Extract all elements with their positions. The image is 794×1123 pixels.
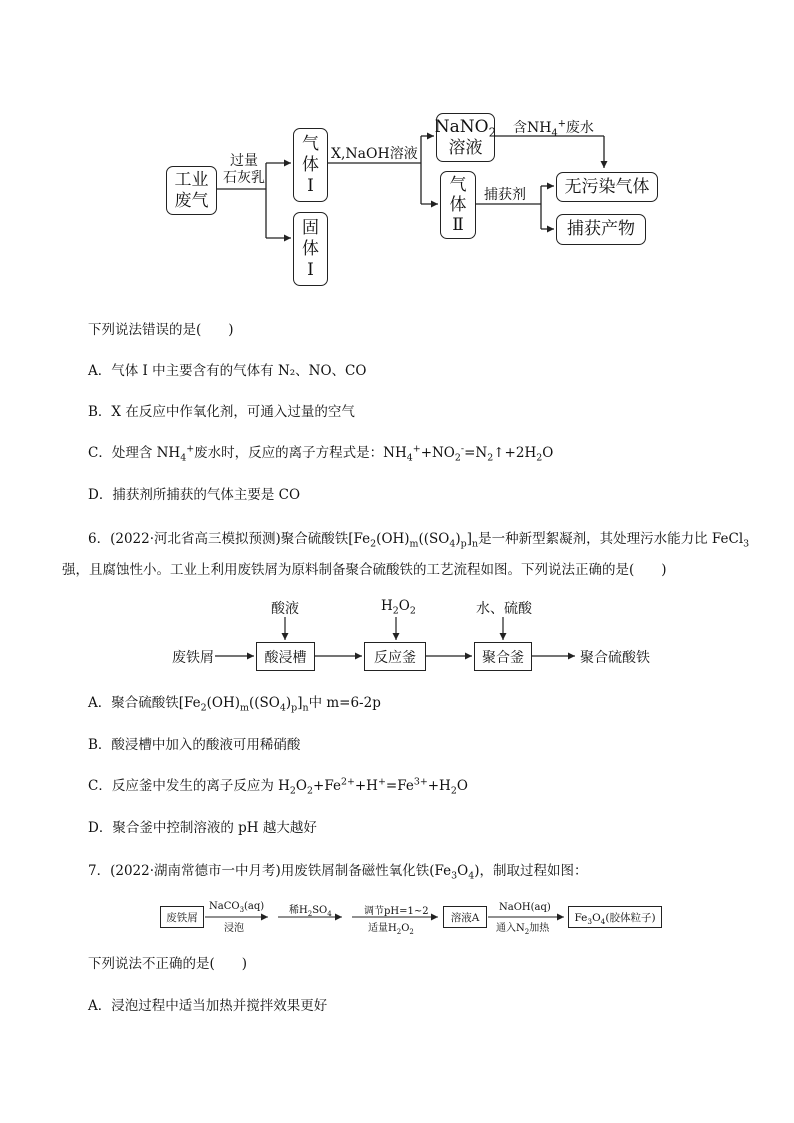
- waste-gas-line2: 废气: [174, 190, 209, 211]
- nh4-wastewater-label: 含$NH_4^+$废水: [513, 118, 594, 139]
- q7-flow-step3-bottom: 适量$H_2O_2$: [368, 923, 414, 936]
- q7-flow-step3-top: 调节pH=1~2: [364, 906, 429, 917]
- q7-flow-step1-top: NaCO$_3$(aq): [209, 901, 265, 914]
- waste-gas-line1: 工业: [174, 169, 209, 190]
- q6-flow-reactor: 反应釜: [364, 642, 426, 671]
- gas1-c2: 体: [302, 154, 319, 175]
- q6-option-a: A．聚合硫酸铁[$Fe_2(OH)_m((SO_4)_p]_n$中 m=6-2p: [88, 695, 381, 714]
- capture-product-text: 捕获产物: [567, 219, 635, 239]
- q7-flow-step4-bottom: 通入$N_2$加热: [496, 923, 550, 936]
- q5-option-c: C．处理含 $NH_4^+$废水时，反应的离子方程式是：$NH_4^++NO_2^-=N_2↑+2H_2O$: [88, 443, 554, 464]
- q6-flow-acid: 酸液: [271, 601, 299, 617]
- solid1-c2: 体: [302, 238, 319, 259]
- pollution-free-text: 无污染气体: [564, 176, 650, 197]
- q5-option-a: A．气体 I 中主要含有的气体有 N₂、NO、CO: [88, 363, 367, 379]
- q6-option-d: D．聚合釜中控制溶液的 pH 越大越好: [88, 820, 317, 836]
- nano2-solution: 溶液: [448, 137, 483, 158]
- capture-agent-label: 捕获剂: [484, 187, 526, 203]
- q7-flow-step2-top: 稀$H_2SO_4$: [289, 905, 332, 918]
- q6-stem-line2: 强，且腐蚀性小。工业上利用废铁屑为原料制备聚合硫酸铁的工艺流程如图。下列说法正确的是( ): [62, 562, 667, 578]
- q6-flow-tank: 酸浸槽: [256, 642, 315, 671]
- q5-stem: 下列说法错误的是( ): [88, 322, 234, 338]
- gas1-c3: Ⅰ: [307, 175, 314, 196]
- q6-flow-water-acid: 水、硫酸: [476, 601, 532, 617]
- q6-option-c: C．反应釜中发生的离子反应为 $H_2O_2+Fe^{2+}+H^+=Fe^{3+}+H_2O$: [88, 776, 468, 797]
- lime-line1: 过量: [230, 153, 258, 169]
- q6-flow-polymer: 聚合釜: [474, 642, 532, 671]
- q7-flow-end: $Fe_3O_4$(胶体粒子): [568, 906, 662, 928]
- q6-stem-line1: 6．(2022·河北省高三模拟预测)聚合硫酸铁[$Fe_2(OH)_m((SO_4)_p]_n$是一种新型絮凝剂，其处理污水能力比 FeCl$_3$: [88, 531, 750, 550]
- solid1-c1: 固: [302, 217, 319, 238]
- q6-flow-end: 聚合硫酸铁: [580, 650, 650, 666]
- solid1-c3: Ⅰ: [307, 259, 314, 280]
- nano2-formula: NaNO$_2$: [434, 116, 497, 139]
- q7-flow-solution-a: 溶液A: [443, 906, 487, 928]
- q7-flow-step4-top: NaOH(aq): [499, 902, 551, 913]
- gas2-c2: 体: [449, 195, 467, 215]
- q7-flow-step1-bottom: 浸泡: [224, 923, 244, 934]
- q6-flow-h2o2: $H_2O_2$: [381, 598, 416, 617]
- gas2-c1: 气: [449, 175, 467, 195]
- q5-option-b: B．X 在反应中作氧化剂，可通入过量的空气: [88, 404, 355, 420]
- x-naoh-label: X,NaOH溶液: [331, 146, 418, 162]
- q7-stem: 下列说法不正确的是( ): [88, 956, 248, 972]
- q5-option-d: D．捕获剂所捕获的气体主要是 CO: [88, 487, 301, 503]
- lime-line2: 石灰乳: [223, 170, 265, 186]
- q7-stem-line1: 7．(2022·湖南常德市一中月考)用废铁屑制备磁性氧化铁$(Fe_3O_4)$，制取过程如图：: [88, 863, 588, 882]
- q6-option-b: B．酸浸槽中加入的酸液可用稀硝酸: [88, 737, 301, 753]
- q7-flow-start: 废铁屑: [160, 906, 204, 928]
- q7-option-a: A．浸泡过程中适当加热并搅拌效果更好: [88, 998, 328, 1014]
- gas1-c1: 气: [302, 133, 319, 154]
- q6-flow-start: 废铁屑: [172, 650, 214, 666]
- gas2-c3: Ⅱ: [452, 215, 464, 235]
